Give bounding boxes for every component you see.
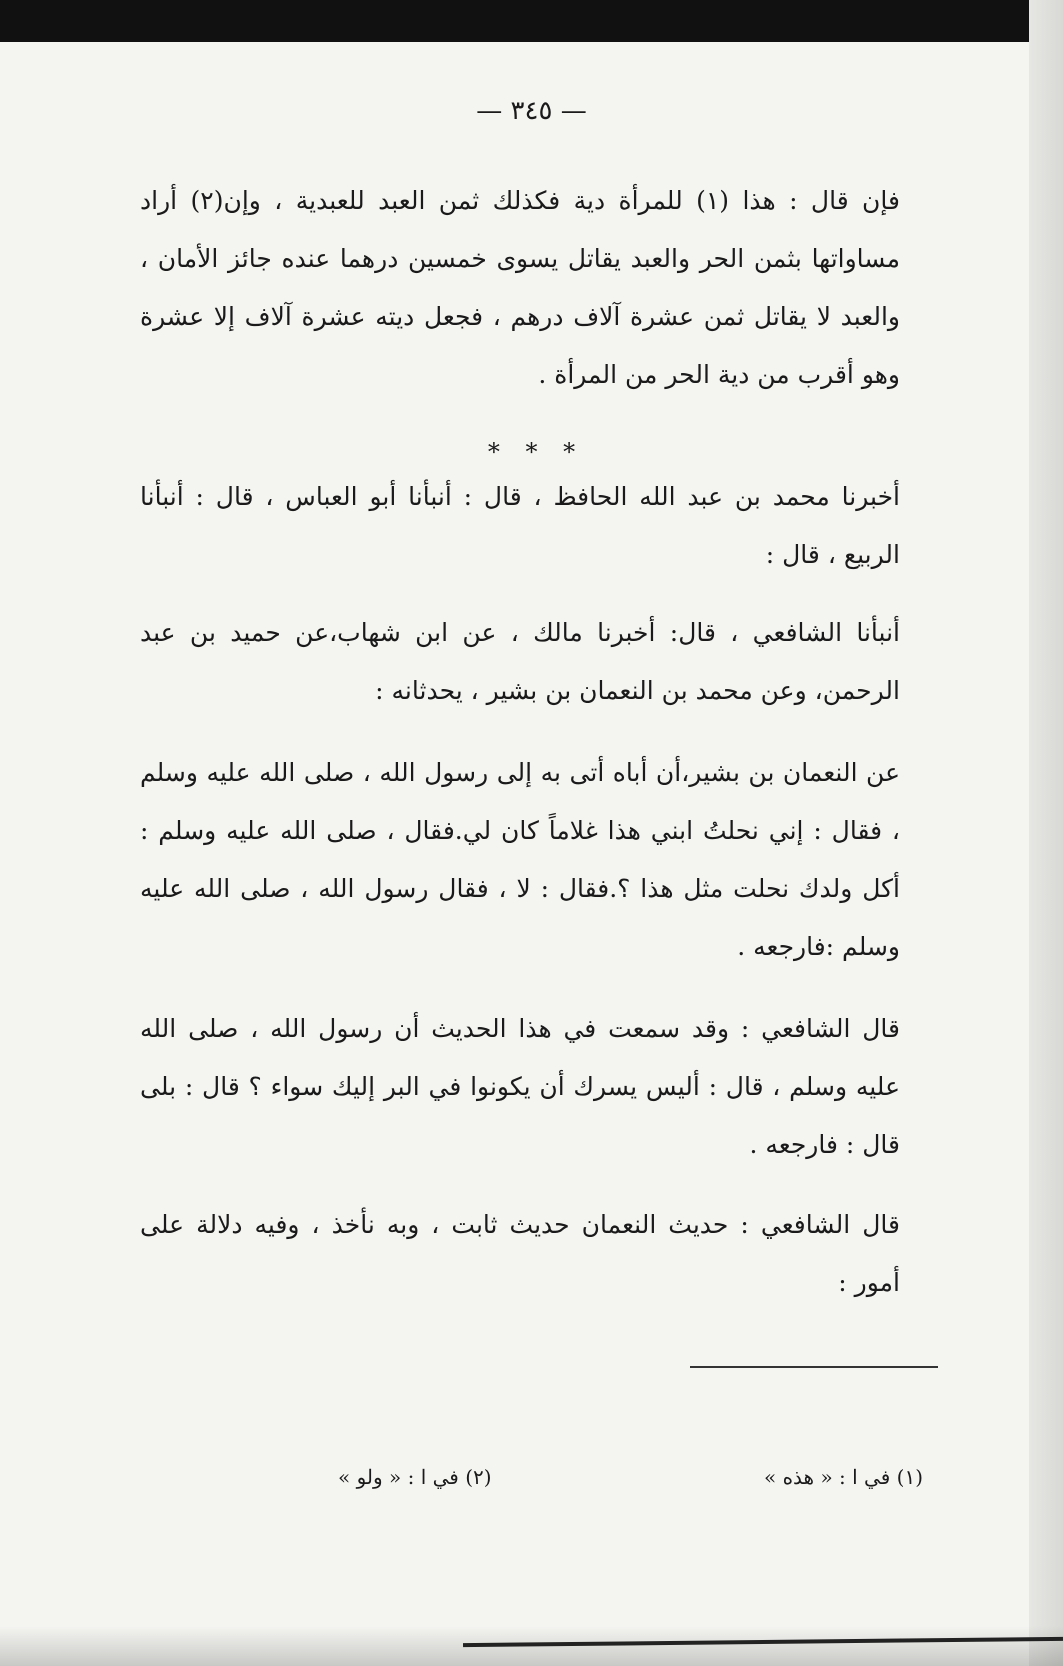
footnote-1: (١) في ا : « هذه »	[763, 1465, 923, 1489]
scan-right-edge	[1029, 0, 1063, 1666]
footnote-rule	[690, 1366, 938, 1368]
page-number: — ٣٤٥ —	[476, 96, 587, 126]
section-divider: * * *	[487, 438, 576, 466]
paragraph-2: أخبرنا محمد بن عبد الله الحافظ ، قال : أنبأنا أبو العباس ، قال : أنبأنا الربيع ، قال :	[140, 482, 900, 569]
paragraph-1: فإن قال : هذا (١) للمرأة دية فكذلك ثمن العبد للعبدية ، وإن(٢) أراد مساواتها بثمن الحر والعبد يقاتل يسوى خمسين درهما عنده جائز الأمان ، والعبد لا يقاتل ثمن عشرة آلاف درهم ، فجعل ديته عشرة آلاف إلا عشرة وهو أقرب من دية الحر من المرأة .	[140, 186, 900, 389]
paragraph-4: عن النعمان بن بشير،أن أباه أتى به إلى رسول الله ، صلى الله عليه وسلم ، فقال : إني نحلتُ ابني هذا غلاماً كان لي.فقال ، صلى الله عليه وسلم : أكل ولدك نحلت مثل هذا ؟.فقال : لا ، فقال رسول الله ، صلى الله عليه وسلم :فارجعه .	[140, 758, 900, 961]
scan-top-edge	[0, 0, 1063, 42]
paragraph-3: أنبأنا الشافعي ، قال: أخبرنا مالك ، عن ابن شهاب،عن حميد بن عبد الرحمن، وعن محمد بن النعمان بن بشير ، يحدثانه :	[140, 618, 900, 705]
paragraph-5: قال الشافعي : وقد سمعت في هذا الحديث أن رسول الله ، صلى الله عليه وسلم ، قال : أليس يسرك أن يكونوا في البر إليك سواء ؟ قال : بلى قال : فارجعه .	[140, 1014, 900, 1159]
footnote-2: (٢) في ا : « ولو »	[338, 1465, 492, 1489]
paragraph-6: قال الشافعي : حديث النعمان حديث ثابت ، وبه نأخذ ، وفيه دلالة على أمور :	[140, 1210, 900, 1297]
